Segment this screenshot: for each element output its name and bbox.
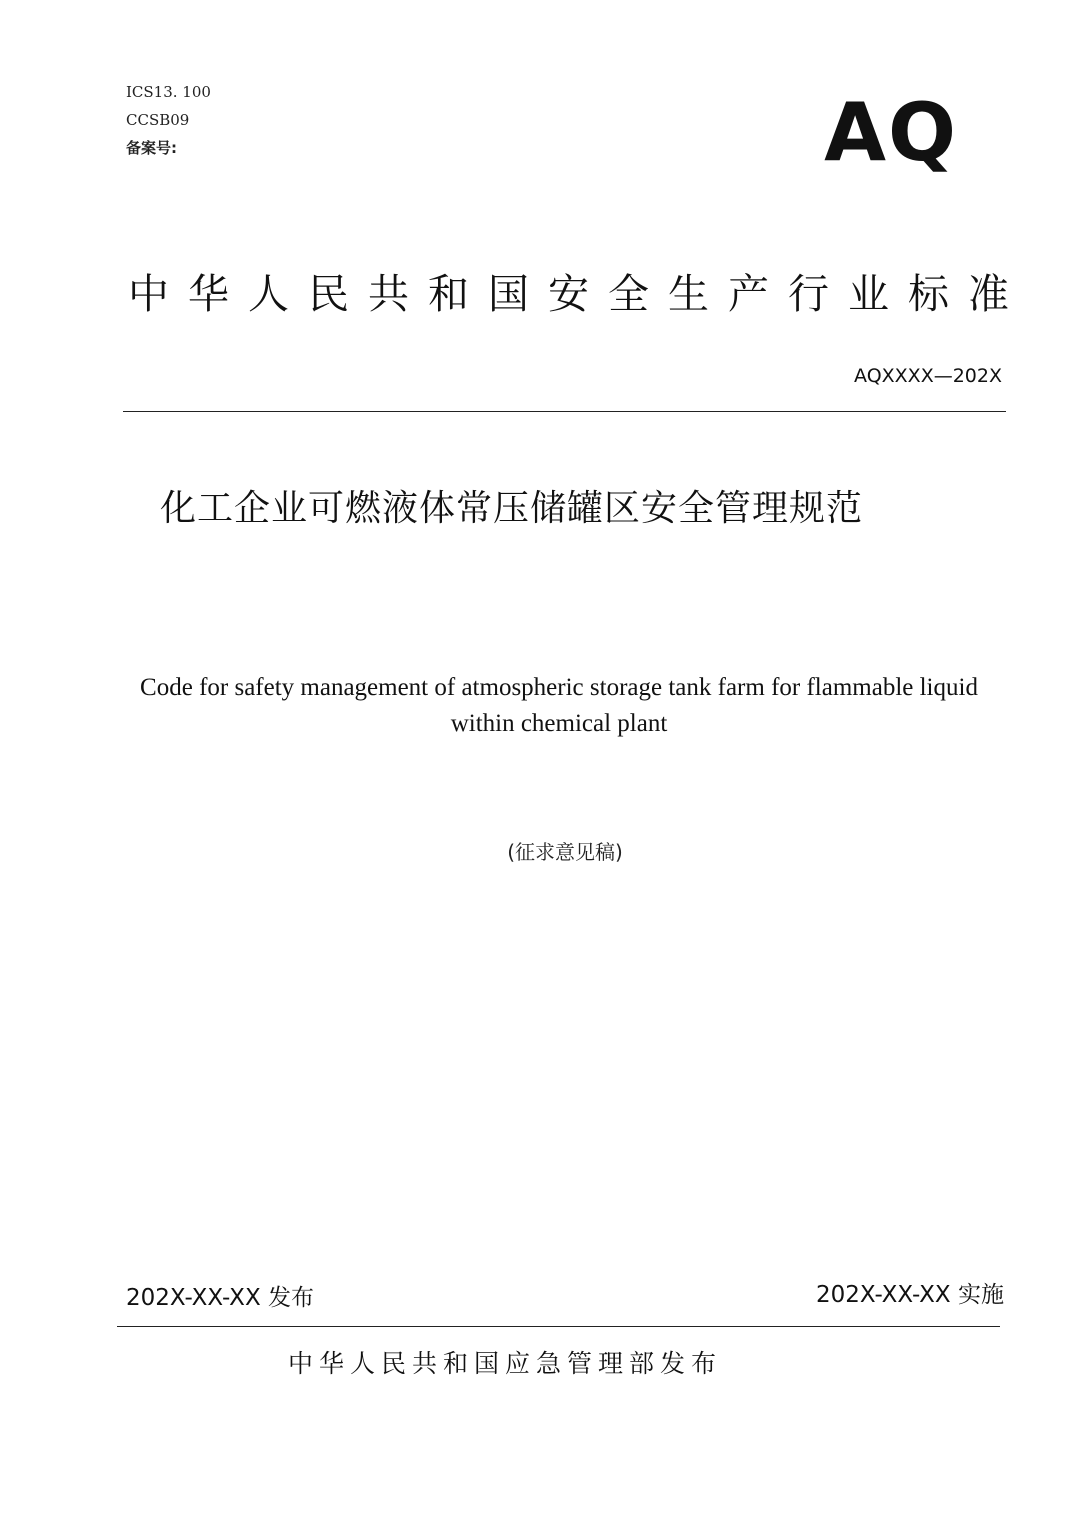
standard-category-heading: 中华人民共和国安全生产行业标准 <box>128 270 1028 318</box>
aq-logo: AQ <box>824 86 958 179</box>
ics-code: ICS13. 100 <box>126 83 211 101</box>
implement-date: 202X-XX-XX 实施 <box>815 1282 1004 1308</box>
top-divider <box>123 411 1006 412</box>
standard-number: AQXXXX—202X <box>854 365 1002 387</box>
bottom-divider <box>117 1326 1000 1327</box>
document-title: 化工企业可燃液体常压储罐区安全管理规范 <box>160 488 864 529</box>
issuing-authority: 中华人民共和国应急管理部发布 <box>288 1349 723 1378</box>
ccs-code: CCSB09 <box>126 111 190 129</box>
filing-number-label: 备案号: <box>126 139 177 157</box>
draft-status: (征求意见稿) <box>507 840 623 864</box>
document-title-english: Code for safety management of atmospheric storage tank farm for flammable liquid within chemical plant <box>140 674 978 737</box>
publish-date: 202X-XX-XX 发布 <box>126 1285 315 1311</box>
